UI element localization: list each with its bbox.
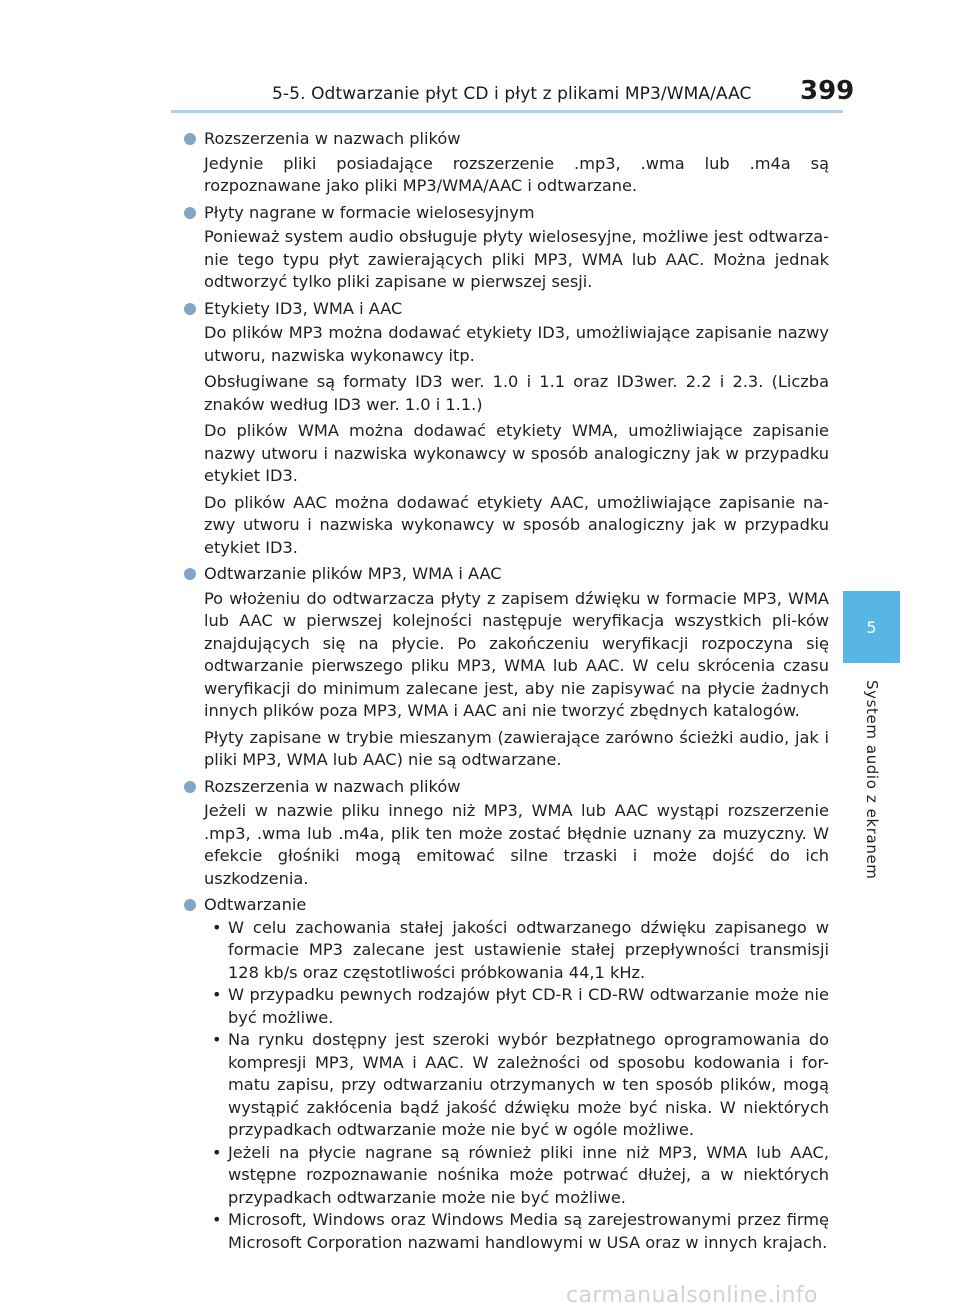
section-heading-text: Odtwarzanie plików MP3, WMA i AAC — [204, 564, 502, 583]
bullet-icon — [184, 568, 196, 580]
chapter-label: System audio z ekranem — [863, 680, 881, 880]
bullet-icon — [184, 207, 196, 219]
section-heading-text: Odtwarzanie — [204, 895, 307, 914]
list-marker: • — [212, 1142, 222, 1162]
section-item — [184, 563, 829, 772]
section-title: 5-5. Odtwarzanie płyt CD i płyt z plikami MP3/WMA/AAC — [272, 84, 752, 104]
bullet-icon — [184, 899, 196, 911]
list-marker: • — [212, 1210, 222, 1229]
list-item-text: W celu zachowania stałej jakości odtwarzanego dźwięku zapisanego w formacie MP3 zalecane jest ustawienie stałej przepływności transmisji 128 kb/s oraz częstotliwości próbkowania 44,1 kHz. — [228, 917, 829, 982]
section-heading-text: Rozszerzenia w nazwach plików — [204, 776, 461, 796]
bullet-icon — [184, 781, 196, 793]
list-item-text: Na rynku dostępny jest szeroki wybór bezpłatnego oprogramowania do kompresji MP3, WMA i AAC. W zależności od sposobu kodowania i for-matu zapisu, przy odtwarzaniu otrzymanych w ten sposób plików, mogą wystąpić zakłócenia bądź jakość dźwięku może być niska. W niektórych przypadkach odtwarzanie może nie być w ogóle możliwe. — [228, 1030, 829, 1139]
list-item — [184, 984, 829, 1029]
section-item — [184, 202, 829, 294]
list-marker: • — [212, 985, 222, 1004]
section-paragraph: Płyty zapisane w trybie mieszanym (zawierające zarówno ścieżki audio, jak i pliki MP3, WMA lub AAC) nie są odtwarzane. — [204, 727, 829, 769]
section-paragraph: Jeżeli w nazwie pliku innego niż MP3, WMA lub AAC wystąpi rozszerzenie .mp3, .wma lub .m4a, plik ten może zostać błędnie uznany za muzyczny. W efekcie głośniki mogą emitować silne trzaski i może dojść do ich uszkodzenia. — [204, 801, 829, 888]
section-heading — [184, 298, 829, 321]
sub-list — [184, 917, 829, 1255]
page-header — [0, 0, 960, 120]
section-item — [184, 894, 829, 1254]
section-item — [184, 776, 829, 891]
list-item-text: Jeżeli na płycie nagrane są również pliki inne niż MP3, WMA lub AAC, wstępne rozpoznawanie nośnika może potrwać dłużej, a w niektórych przypadkach odtwarzanie może nie być możliwe. — [228, 1142, 829, 1207]
section-item — [184, 298, 829, 560]
list-item-text: W przypadku pewnych rodzajów płyt CD-R i CD-RW odtwarzanie może nie być możliwe. — [228, 985, 829, 1027]
chapter-number: 5 — [866, 617, 877, 637]
page-number: 399 — [800, 76, 855, 106]
section-paragraph: Ponieważ system audio obsługuje płyty wielosesyjne, możliwe jest odtwarza-nie tego typu płyt zawierających pliki MP3, WMA lub AAC. Można jednak odtworzyć tylko pliki zapisane w pierwszej sesji. — [204, 227, 829, 291]
chapter-tab — [843, 591, 900, 663]
section-paragraph: Do plików AAC można dodawać etykiety AAC, umożliwiające zapisanie na-zwy utworu i nazwiska wykonawcy w sposób analogiczny jak w przypadku etykiet ID3. — [204, 492, 829, 557]
section-heading — [184, 776, 829, 799]
section-paragraph: Po włożeniu do odtwarzacza płyty z zapisem dźwięku w formacie MP3, WMA lub AAC w pierwszej kolejności następuje weryfikacja wszystkich pli-ków znajdujących się na płycie. Po zakończeniu weryfikacji rozpoczyna się odtwarzanie pierwszego pliku MP3, WMA lub AAC. W celu skrócenia czasu weryfikacji do minimum zalecane jest, aby nie zapisywać na płycie żadnych innych plików poza MP3, WMA i AAC ani nie tworzyć zbędnych katalogów. — [204, 588, 829, 720]
bullet-icon — [184, 133, 196, 145]
list-item — [184, 1142, 829, 1210]
section-paragraph: Do plików MP3 można dodawać etykiety ID3, umożliwiające zapisanie nazwy utworu, nazwiska wykonawcy itp. — [204, 323, 829, 365]
list-item — [184, 1029, 829, 1142]
section-heading-text: Etykiety ID3, WMA i AAC — [204, 298, 403, 318]
header-divider — [171, 110, 843, 113]
list-item — [184, 1209, 829, 1254]
section-heading-text: Płyty nagrane w formacie wielosesyjnym — [204, 202, 535, 222]
main-content — [184, 128, 829, 1254]
section-heading — [184, 894, 829, 917]
section-heading-text: Rozszerzenia w nazwach plików — [204, 129, 461, 148]
bullet-icon — [184, 303, 196, 315]
section-heading — [184, 563, 829, 586]
list-item-text: Microsoft, Windows oraz Windows Media są zarejestrowanymi przez firmę Microsoft Corporation nazwami handlowymi w USA oraz w innych krajach. — [228, 1210, 829, 1252]
section-paragraph: Do plików WMA można dodawać etykiety WMA, umożliwiające zapisanie nazwy utworu i nazwiska wykonawcy w sposób analogiczny jak w przypadku etykiet ID3. — [204, 421, 829, 485]
section-item — [184, 128, 829, 198]
section-paragraph: Jedynie pliki posiadające rozszerzenie .mp3, .wma lub .m4a są rozpoznawane jako pliki MP3/WMA/AAC i odtwarzane. — [204, 153, 829, 195]
section-heading — [184, 202, 829, 225]
section-heading — [184, 128, 829, 151]
list-marker: • — [212, 917, 222, 937]
list-marker: • — [212, 1030, 222, 1049]
list-item — [184, 917, 829, 985]
watermark: carmanualsonline.info — [566, 1283, 818, 1308]
section-paragraph: Obsługiwane są formaty ID3 wer. 1.0 i 1.1 oraz ID3wer. 2.2 i 2.3. (Liczba znaków według ID3 wer. 1.0 i 1.1.) — [204, 372, 829, 414]
